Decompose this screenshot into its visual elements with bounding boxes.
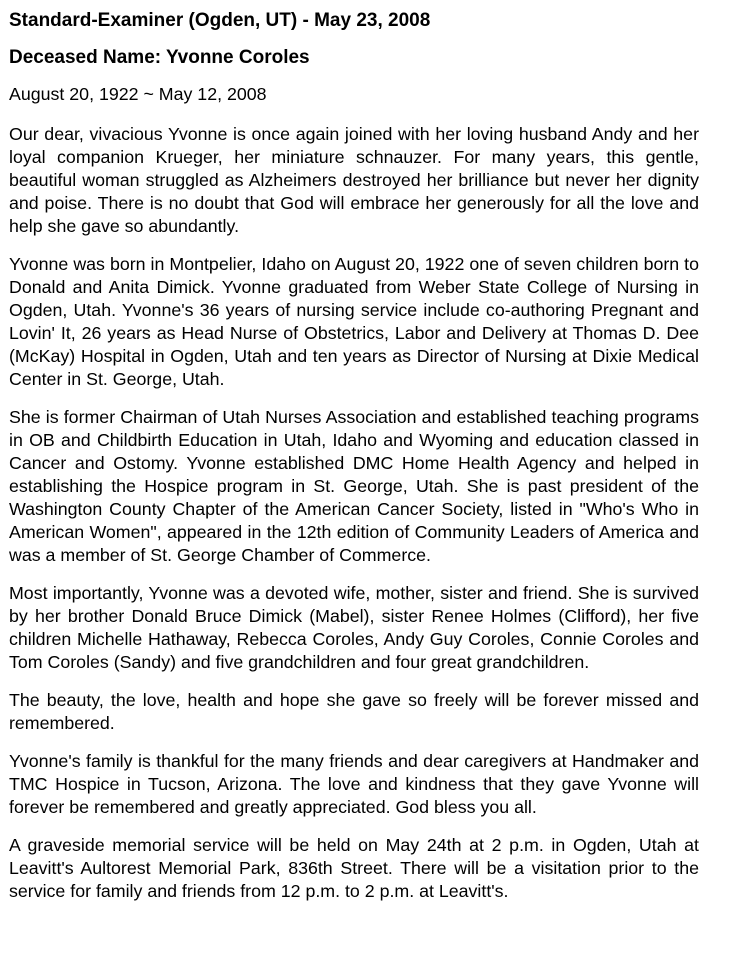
obituary-paragraph: She is former Chairman of Utah Nurses Association and established teaching programs in OB and Childbirth Education in Utah, Idaho and Wyoming and education classed in Cancer and Ostomy. Yvonne established DMC Home Health Agency and helped in establishing the Hospice program in St. George, Utah. She is past president of the Washington County Chapter of the American Cancer Society, listed in "Who's Who in American Women", appeared in the 12th edition of Community Leaders of America and was a member of St. George Chamber of Commerce. xyxy=(9,407,699,565)
obituary-paragraph: The beauty, the love, health and hope she gave so freely will be forever missed and remembered. xyxy=(9,690,699,733)
obituary-paragraph: Yvonne's family is thankful for the many friends and dear caregivers at Handmaker and TMC Hospice in Tucson, Arizona. The love and kindness that they gave Yvonne will forever be remembered and greatly appreciated. God bless you all. xyxy=(9,751,699,817)
obituary-paragraph: Most importantly, Yvonne was a devoted wife, mother, sister and friend. She is survived by her brother Donald Bruce Dimick (Mabel), sister Renee Holmes (Clifford), her five children Michelle Hathaway, Rebecca Coroles, Andy Guy Coroles, Connie Coroles and Tom Coroles (Sandy) and five grandchildren and four great grandchildren. xyxy=(9,583,699,672)
obituary-paragraph: Our dear, vivacious Yvonne is once again joined with her loving husband Andy and her loyal companion Krueger, her miniature schnauzer. For many years, this gentle, beautiful woman struggled as Alzheimers destroyed her brilliance but never her dignity and poise. There is no doubt that God will embrace her generously for all the love and help she gave so abundantly. xyxy=(9,124,699,236)
obituary-body xyxy=(9,123,699,903)
obituary-paragraph: Yvonne was born in Montpelier, Idaho on August 20, 1922 one of seven children born to Donald and Anita Dimick. Yvonne graduated from Weber State College of Nursing in Ogden, Utah. Yvonne's 36 years of nursing service include co-authoring Pregnant and Lovin' It, 26 years as Head Nurse of Obstetrics, Labor and Delivery at Thomas D. Dee (McKay) Hospital in Ogden, Utah and ten years as Director of Nursing at Dixie Medical Center in St. George, Utah. xyxy=(9,254,699,389)
source-title: Standard-Examiner (Ogden, UT) - May 23, 2008 xyxy=(9,10,431,31)
obituary-paragraph: A graveside memorial service will be held on May 24th at 2 p.m. in Ogden, Utah at Leavitt's Aultorest Memorial Park, 836th Street. There will be a visitation prior to the service for family and friends from 12 p.m. to 2 p.m. at Leavitt's. xyxy=(9,835,699,901)
deceased-name-line: Deceased Name: Yvonne Coroles xyxy=(9,47,310,68)
life-dates-line: August 20, 1922 ~ May 12, 2008 xyxy=(9,84,267,104)
